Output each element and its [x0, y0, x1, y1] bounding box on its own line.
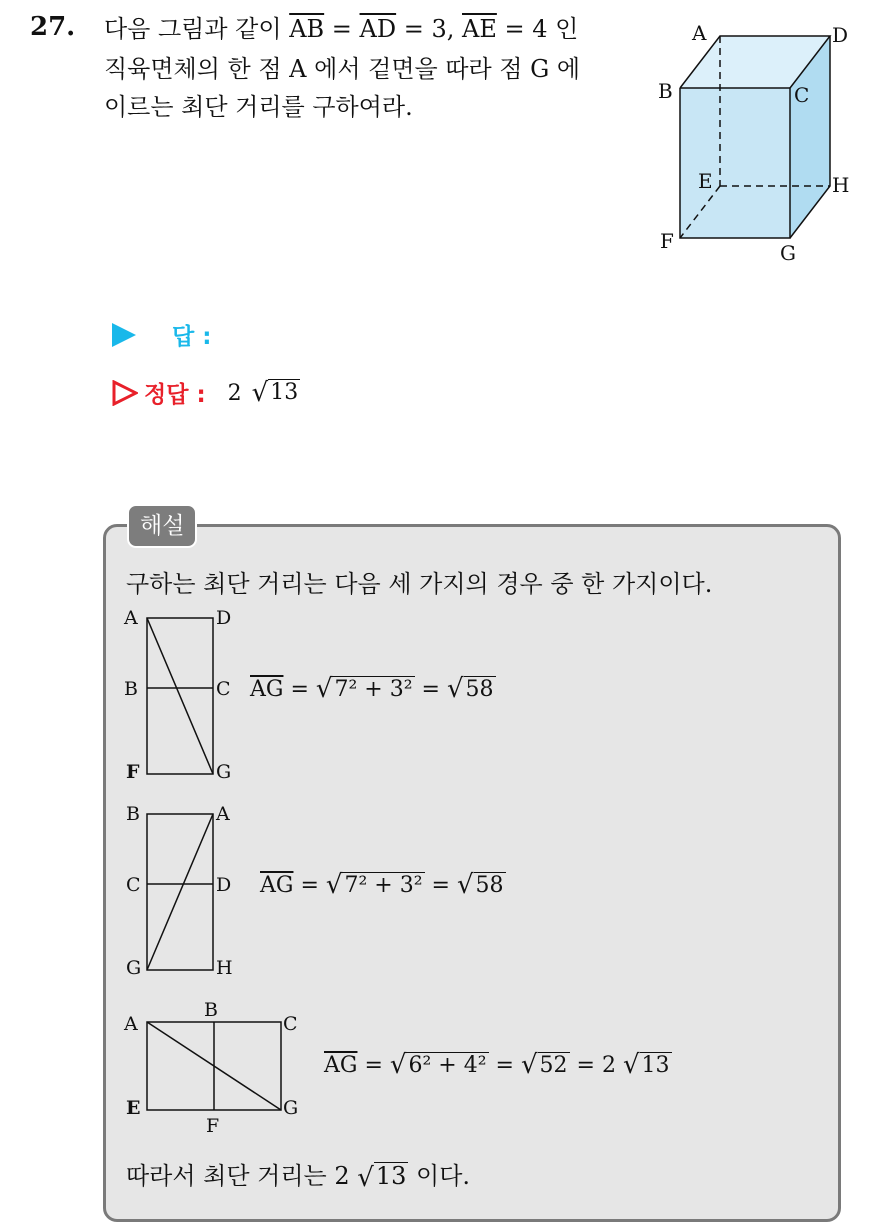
vertex-g: G	[780, 241, 796, 265]
result: 13	[641, 1053, 670, 1078]
case2-net	[120, 800, 250, 980]
label-b: B	[204, 999, 218, 1021]
result: 58	[475, 873, 504, 898]
equals: =	[414, 676, 447, 702]
question-text: 다음 그림과 같이	[104, 15, 290, 43]
coef: 2	[227, 380, 242, 406]
vertex-e: E	[698, 169, 713, 193]
label-e: E	[126, 1097, 141, 1119]
question-number: 27.	[30, 12, 76, 42]
equals: =	[488, 1052, 521, 1078]
case3-formula	[324, 1050, 672, 1081]
vertex-h: H	[832, 173, 850, 197]
conclusion-suffix: 이다.	[408, 1162, 471, 1190]
sqrt: √ 58	[446, 674, 494, 705]
sqrt: √ 7² + 3²	[325, 870, 423, 901]
equals: =	[293, 872, 326, 898]
sqrt: √ 13	[251, 377, 299, 408]
sqrt: √ 52	[520, 1050, 568, 1081]
label-f: F	[126, 761, 140, 783]
equals-value: = 3,	[396, 15, 463, 43]
equals-value-2: = 4 인	[496, 15, 579, 43]
equals: =	[357, 1052, 390, 1078]
label-g: G	[126, 957, 142, 979]
label-c: C	[126, 874, 141, 896]
label-h: H	[216, 957, 233, 979]
radicand: 13	[375, 1162, 407, 1191]
segment-ag: $\overline{AG}$	[250, 676, 284, 702]
sqrt: √ 6² + 4²	[389, 1050, 487, 1081]
solution-intro: 구하는 최단 거리는 다음 세 가지의 경우 중 한 가지이다.	[126, 570, 713, 598]
question-line-3: 이르는 최단 거리를 구하여라.	[104, 93, 413, 121]
sqrt: √ 7² + 3²	[315, 674, 413, 705]
case2-formula	[260, 870, 506, 901]
segment-ag: $\overline{AG}$	[324, 1052, 358, 1078]
sqrt: √ 58	[456, 870, 504, 901]
label-a: A	[216, 803, 230, 825]
label-a: A	[124, 607, 138, 629]
radicand: 6² + 4²	[408, 1053, 487, 1078]
correct-answer-value	[227, 377, 301, 408]
equals: =	[424, 872, 457, 898]
vertex-b: B	[658, 79, 673, 103]
label-b: B	[124, 678, 138, 700]
result: 58	[465, 677, 494, 702]
label-a: A	[124, 1013, 138, 1035]
segment-ae: $\overline{AE}$	[462, 15, 497, 43]
correct-answer-row	[112, 376, 300, 409]
answer-label: 답 :	[172, 324, 212, 350]
result: 52	[539, 1053, 568, 1078]
radicand: 13	[270, 380, 299, 406]
label-f: F	[206, 1115, 220, 1137]
label-d: D	[216, 874, 232, 896]
segment-ab: $\overline{AB}$	[289, 15, 325, 43]
equals: = 2	[569, 1052, 623, 1078]
question-line-1	[104, 12, 578, 46]
radicand: 7² + 3²	[344, 873, 423, 898]
sqrt: √ 13	[622, 1050, 670, 1081]
vertex-d: D	[832, 23, 849, 47]
label-g: G	[216, 761, 232, 783]
vertex-f: F	[660, 229, 674, 253]
solution-tag: 해설	[127, 504, 197, 548]
label-c: C	[283, 1013, 298, 1035]
cuboid-figure	[650, 18, 870, 268]
case1-formula	[250, 674, 496, 705]
radicand: 7² + 3²	[334, 677, 413, 702]
correct-answer-label: 정답 :	[144, 382, 206, 408]
case1-net	[120, 604, 250, 784]
solution-conclusion	[126, 1156, 470, 1191]
equals: =	[283, 676, 316, 702]
case3-net	[120, 994, 310, 1140]
segment-ad: $\overline{AD}$	[359, 15, 397, 43]
segment-ag: $\overline{AG}$	[260, 872, 294, 898]
label-c: C	[216, 678, 231, 700]
equals: =	[324, 15, 360, 43]
label-b: B	[126, 803, 140, 825]
outline-triangle-icon	[112, 380, 138, 406]
label-d: D	[216, 607, 232, 629]
play-triangle-icon	[112, 323, 136, 347]
vertex-a: A	[692, 21, 707, 45]
vertex-c: C	[794, 83, 810, 107]
conclusion-text: 따라서 최단 거리는 2	[126, 1162, 358, 1190]
sqrt: √ 13	[357, 1162, 407, 1193]
label-g: G	[283, 1097, 299, 1119]
question-line-2: 직육면체의 한 점 A 에서 겉면을 따라 점 G 에	[104, 55, 581, 83]
answer-row	[112, 318, 211, 351]
